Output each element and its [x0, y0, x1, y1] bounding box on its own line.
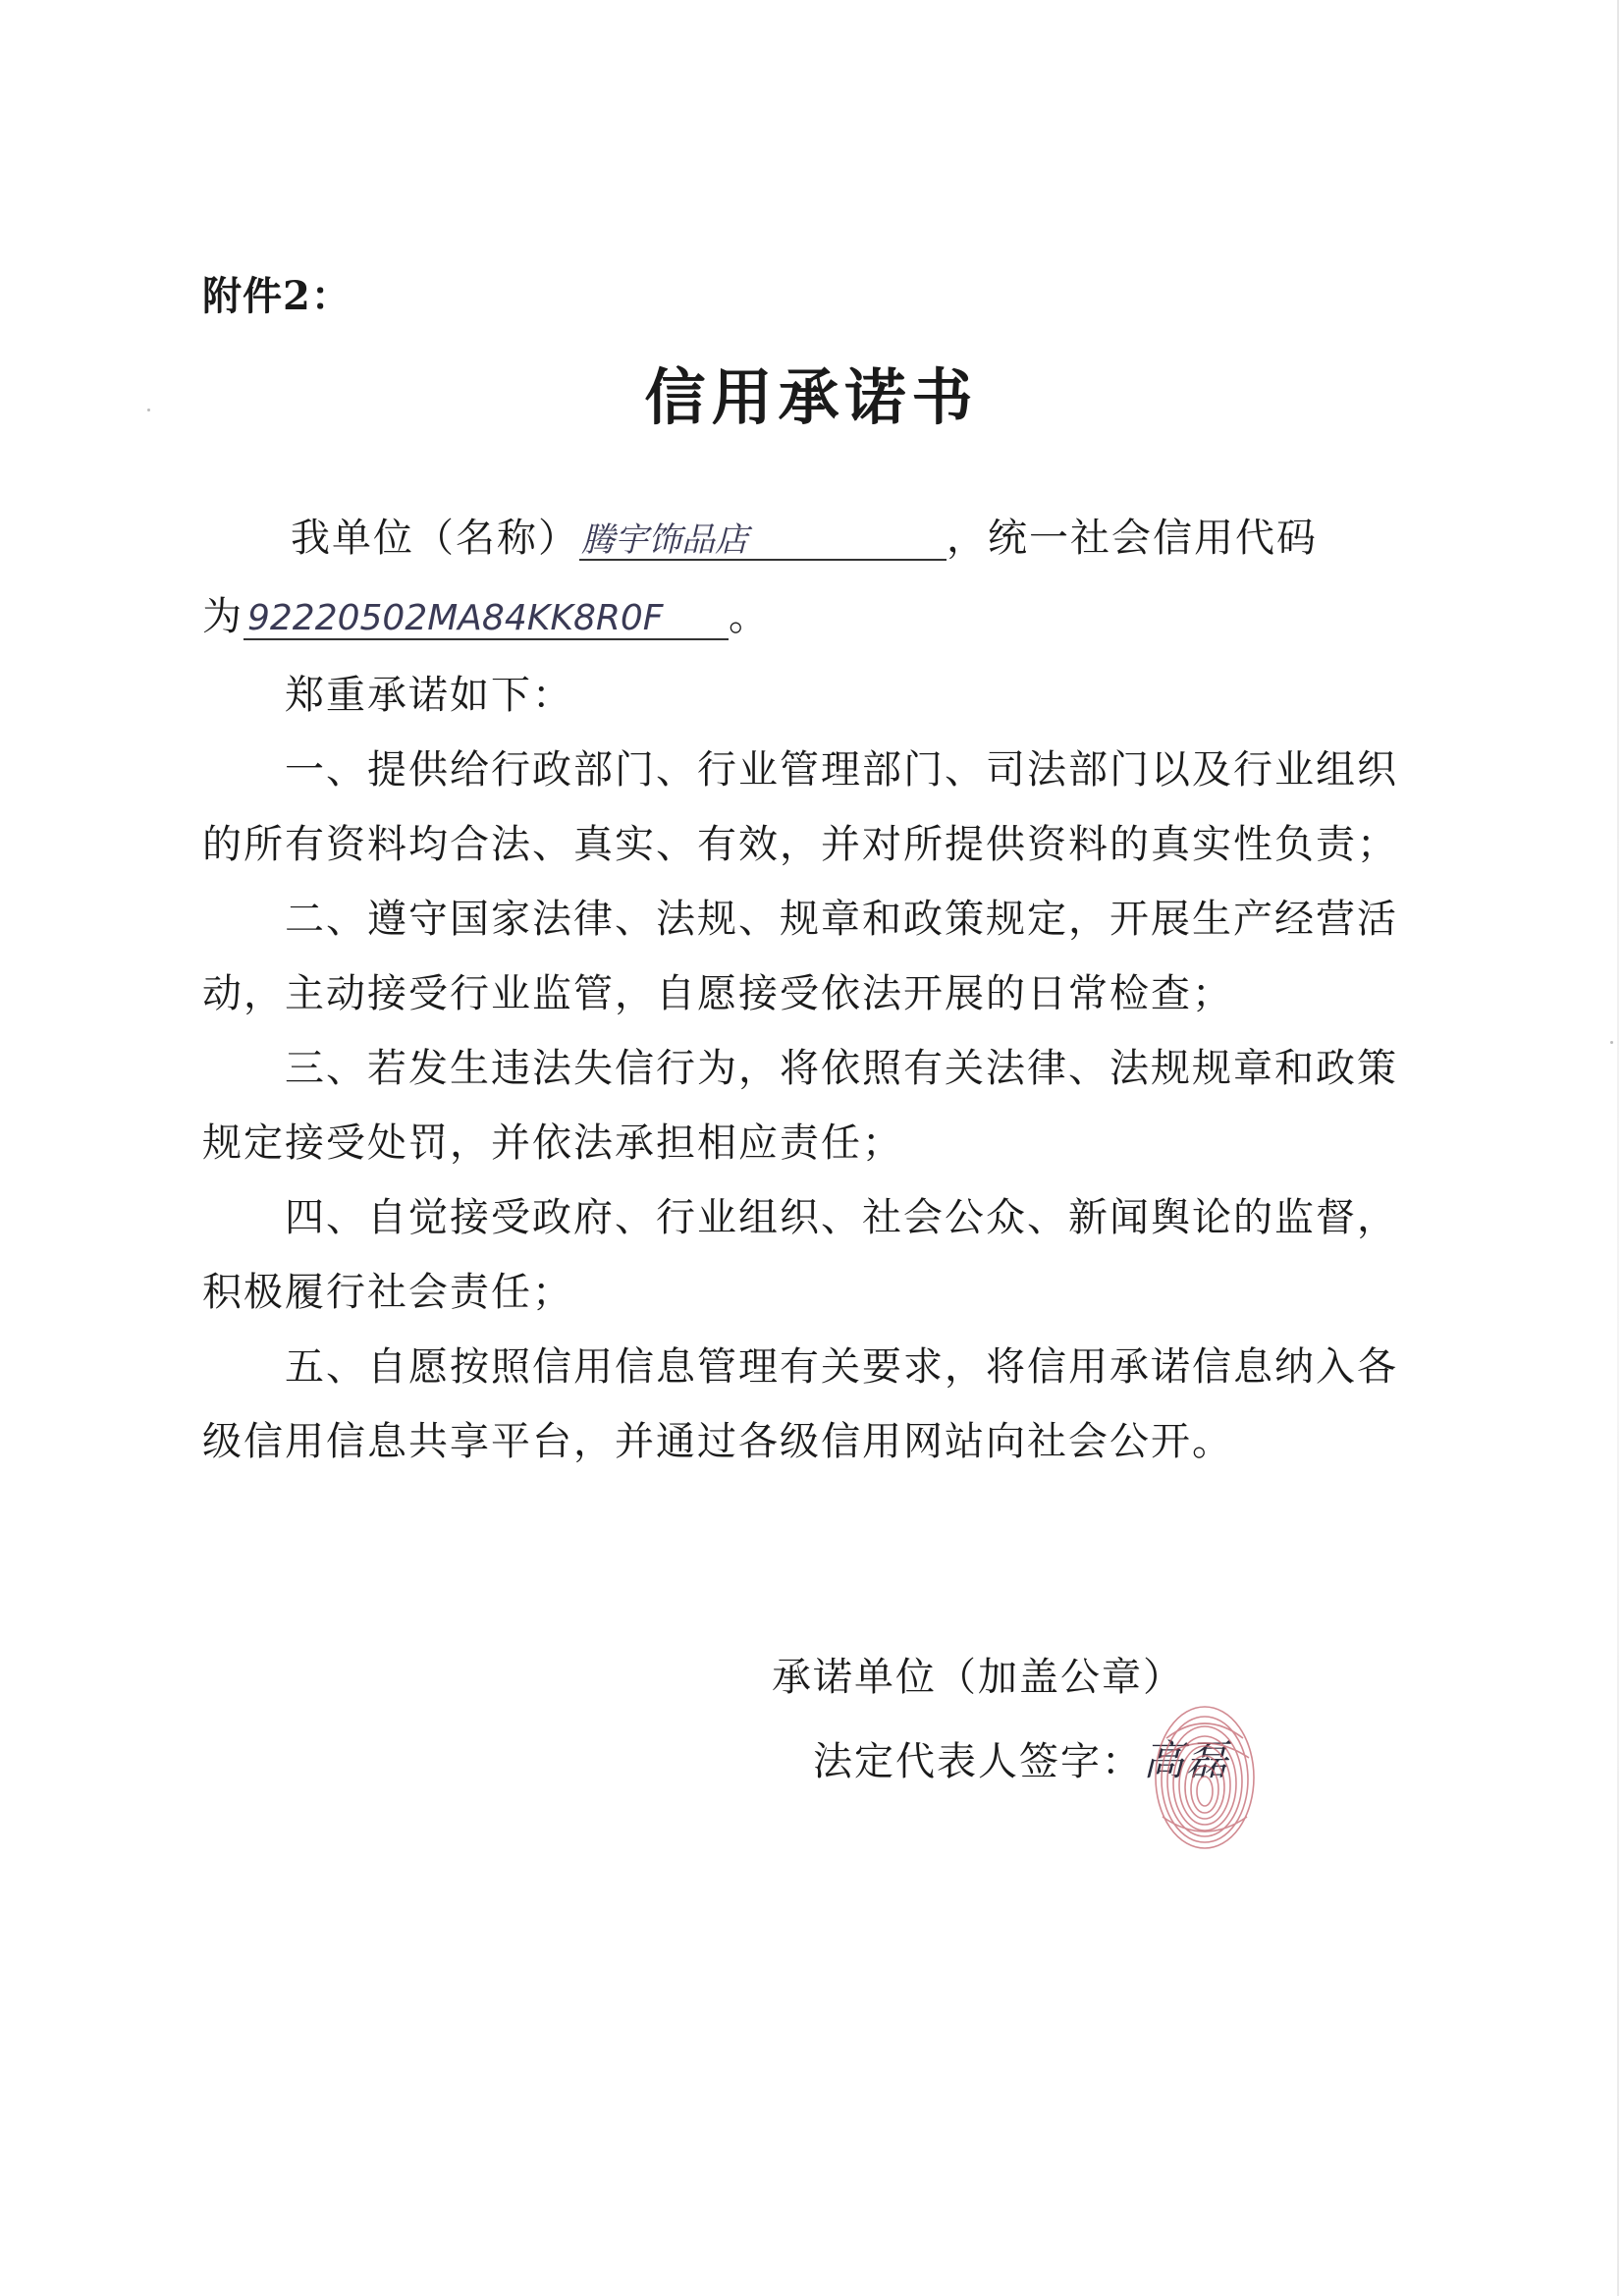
intro-line-2 [202, 585, 1380, 641]
intro-suffix: ，统一社会信用代码 [947, 516, 1318, 561]
attachment-label: 附件2： [202, 273, 352, 319]
committing-unit-label: 承诺单位（加盖公章） [772, 1655, 1184, 1700]
clause-1-line-2: 的所有资料均合法、真实、有效，并对所提供资料的真实性负责； [202, 822, 1398, 867]
unit-name-field [579, 522, 947, 561]
credit-code-field [243, 599, 729, 640]
clause-3-line-2: 规定接受处罚，并依法承担相应责任； [202, 1121, 903, 1166]
clause-2-line-1: 二、遵守国家法律、法规、规章和政策规定，开展生产经营活 [285, 897, 1398, 942]
intro-prefix: 我单位（名称） [291, 516, 579, 561]
credit-code-handwritten: 92220502MA84KK8R0F [247, 598, 664, 638]
code-suffix: 。 [729, 594, 770, 639]
clause-3-line-1: 三、若发生违法失信行为，将依照有关法律、法规规章和政策 [285, 1046, 1398, 1091]
clause-4-line-2: 积极履行社会责任； [202, 1270, 573, 1315]
intro-line-1 [291, 507, 1380, 563]
scan-edge [1617, 0, 1619, 2296]
clause-2-line-2: 动，主动接受行业监管，自愿接受依法开展的日常检查； [202, 971, 1233, 1016]
unit-name-handwritten: 腾宇饰品店 [581, 520, 748, 560]
document-title: 信用承诺书 [644, 361, 979, 433]
scan-speck [1610, 1041, 1613, 1044]
pledge-heading: 郑重承诺如下： [285, 673, 573, 718]
clause-4-line-1: 四、自觉接受政府、行业组织、社会公众、新闻舆论的监督， [285, 1195, 1398, 1240]
code-prefix: 为 [202, 594, 243, 639]
clause-5-line-2: 级信用信息共享平台，并通过各级信用网站向社会公开。 [202, 1419, 1233, 1464]
legal-rep-label: 法定代表人签字： [813, 1739, 1143, 1784]
clause-1-line-1: 一、提供给行政部门、行业管理部门、司法部门以及行业组织 [285, 747, 1398, 793]
fingerprint-mark [1147, 1699, 1263, 1856]
clause-5-line-1: 五、自愿按照信用信息管理有关要求，将信用承诺信息纳入各 [285, 1344, 1398, 1390]
legal-rep-signature: 高磊 [1143, 1736, 1230, 1784]
